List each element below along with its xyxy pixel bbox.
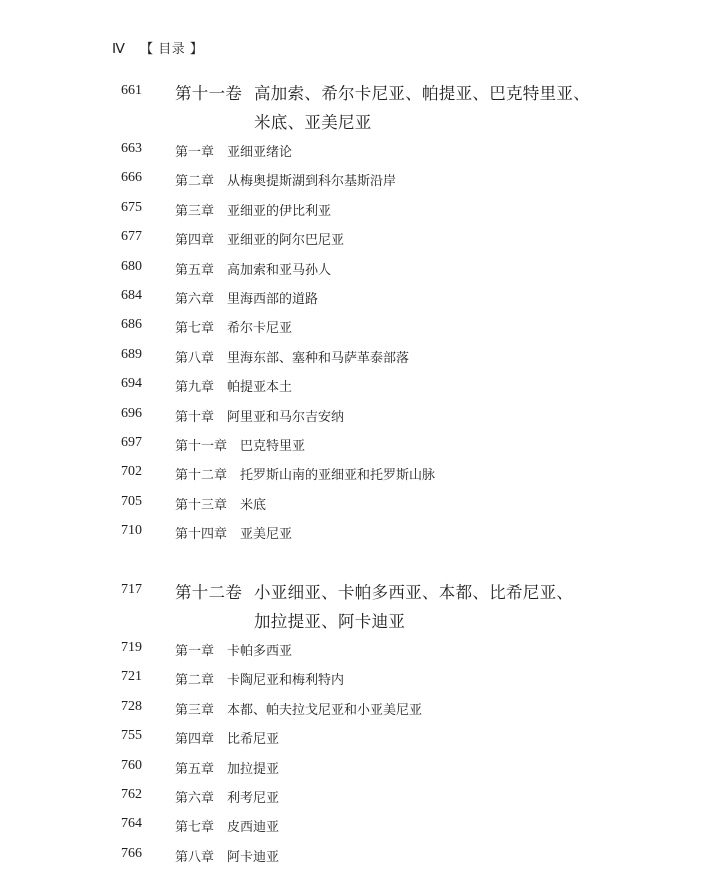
chapter-number: 第二章: [175, 174, 215, 189]
chapter-title: 亚美尼亚: [240, 527, 293, 542]
chapter-page-number: 663: [121, 141, 142, 156]
chapter-number: 第八章: [175, 351, 215, 366]
chapter-title: 加拉提亚: [227, 762, 280, 777]
chapter-entry[interactable]: [0, 200, 715, 220]
chapter-page-number: 762: [121, 787, 142, 802]
chapter-title: 从梅奥提斯湖到科尔基斯沿岸: [227, 174, 397, 189]
volume-number: 第十一卷: [175, 84, 243, 103]
chapter-title: 巴克特里亚: [240, 439, 306, 454]
chapter-page-number: 697: [121, 435, 142, 450]
chapter-number: 第五章: [175, 762, 215, 777]
chapter-page-number: 702: [121, 464, 142, 479]
chapter-title: 高加索和亚马孙人: [227, 263, 332, 278]
volume-number: 第十二卷: [175, 583, 243, 602]
chapter-page-number: 760: [121, 758, 142, 773]
chapter-entry[interactable]: [0, 406, 715, 426]
chapter-number: 第一章: [175, 145, 215, 160]
chapter-page-number: 677: [121, 229, 142, 244]
chapter-number: 第十二章: [175, 468, 228, 483]
chapter-page-number: 764: [121, 816, 142, 831]
chapter-title: 亚细亚的阿尔巴尼亚: [227, 233, 345, 248]
chapter-entry[interactable]: [0, 141, 715, 161]
chapter-title: 阿里亚和马尔吉安纳: [227, 410, 345, 425]
chapter-entry[interactable]: [0, 669, 715, 689]
chapter-number: 第五章: [175, 263, 215, 278]
chapter-number: 第七章: [175, 820, 215, 835]
chapter-entry[interactable]: [0, 758, 715, 778]
chapter-entry[interactable]: [0, 699, 715, 719]
chapter-title: 米底: [240, 498, 267, 513]
chapter-entry[interactable]: [0, 640, 715, 660]
chapter-page-number: 719: [121, 640, 142, 655]
chapter-entry[interactable]: [0, 347, 715, 367]
chapter-page-number: 766: [121, 846, 142, 861]
chapter-page-number: 694: [121, 376, 142, 391]
running-header: [112, 38, 203, 58]
volume-title-line-2: 加拉提亚、阿卡迪亚: [254, 612, 406, 631]
chapter-page-number: 755: [121, 728, 142, 743]
chapter-entry[interactable]: [0, 464, 715, 484]
chapter-number: 第十四章: [175, 527, 228, 542]
chapter-number: 第四章: [175, 233, 215, 248]
chapter-number: 第十一章: [175, 439, 228, 454]
volume-title-line-1: 小亚细亚、卡帕多西亚、本都、比希尼亚、: [254, 583, 574, 602]
volume-page-number: 717: [121, 582, 142, 597]
section-label: 【 目录 】: [140, 42, 204, 57]
volume-page-number: 661: [121, 83, 142, 98]
chapter-number: 第六章: [175, 791, 215, 806]
chapter-page-number: 696: [121, 406, 142, 421]
chapter-page-number: 680: [121, 259, 142, 274]
chapter-number: 第一章: [175, 644, 215, 659]
chapter-page-number: 710: [121, 523, 142, 538]
chapter-entry[interactable]: [0, 317, 715, 337]
chapter-title: 卡陶尼亚和梅利特内: [227, 673, 345, 688]
chapter-title: 希尔卡尼亚: [227, 321, 293, 336]
chapter-page-number: 684: [121, 288, 142, 303]
chapter-title: 亚细亚绪论: [227, 145, 293, 160]
chapter-entry[interactable]: [0, 816, 715, 836]
chapter-title: 亚细亚的伊比利亚: [227, 204, 332, 219]
chapter-page-number: 666: [121, 170, 142, 185]
chapter-entry[interactable]: [0, 494, 715, 514]
chapter-entry[interactable]: [0, 259, 715, 279]
chapter-number: 第十三章: [175, 498, 228, 513]
chapter-entry[interactable]: [0, 170, 715, 190]
chapter-page-number: 721: [121, 669, 142, 684]
chapter-page-number: 675: [121, 200, 142, 215]
chapter-title: 卡帕多西亚: [227, 644, 293, 659]
chapter-entry[interactable]: [0, 523, 715, 543]
chapter-title: 帕提亚本土: [227, 380, 293, 395]
chapter-title: 里海西部的道路: [227, 292, 319, 307]
chapter-number: 第三章: [175, 703, 215, 718]
chapter-page-number: 686: [121, 317, 142, 332]
chapter-page-number: 728: [121, 699, 142, 714]
page-folio: Ⅳ: [112, 42, 126, 57]
chapter-title: 托罗斯山南的亚细亚和托罗斯山脉: [240, 468, 436, 483]
chapter-page-number: 689: [121, 347, 142, 362]
chapter-entry[interactable]: [0, 435, 715, 455]
chapter-entry[interactable]: [0, 376, 715, 396]
chapter-title: 比希尼亚: [227, 732, 280, 747]
volume-title-line-2: 米底、亚美尼亚: [254, 113, 372, 132]
chapter-number: 第九章: [175, 380, 215, 395]
chapter-number: 第四章: [175, 732, 215, 747]
chapter-entry[interactable]: [0, 728, 715, 748]
chapter-title: 本都、帕夫拉戈尼亚和小亚美尼亚: [227, 703, 423, 718]
chapter-number: 第十章: [175, 410, 215, 425]
chapter-title: 里海东部、塞种和马萨革泰部落: [227, 351, 410, 366]
chapter-number: 第七章: [175, 321, 215, 336]
chapter-entry[interactable]: [0, 846, 715, 866]
chapter-number: 第八章: [175, 850, 215, 865]
chapter-entry[interactable]: [0, 288, 715, 308]
chapter-page-number: 705: [121, 494, 142, 509]
chapter-entry[interactable]: [0, 787, 715, 807]
chapter-title: 阿卡迪亚: [227, 850, 280, 865]
chapter-title: 皮西迪亚: [227, 820, 280, 835]
chapter-number: 第三章: [175, 204, 215, 219]
chapter-title: 利考尼亚: [227, 791, 280, 806]
chapter-number: 第六章: [175, 292, 215, 307]
chapter-number: 第二章: [175, 673, 215, 688]
volume-title-line-1: 高加索、希尔卡尼亚、帕提亚、巴克特里亚、: [254, 84, 590, 103]
chapter-entry[interactable]: [0, 229, 715, 249]
